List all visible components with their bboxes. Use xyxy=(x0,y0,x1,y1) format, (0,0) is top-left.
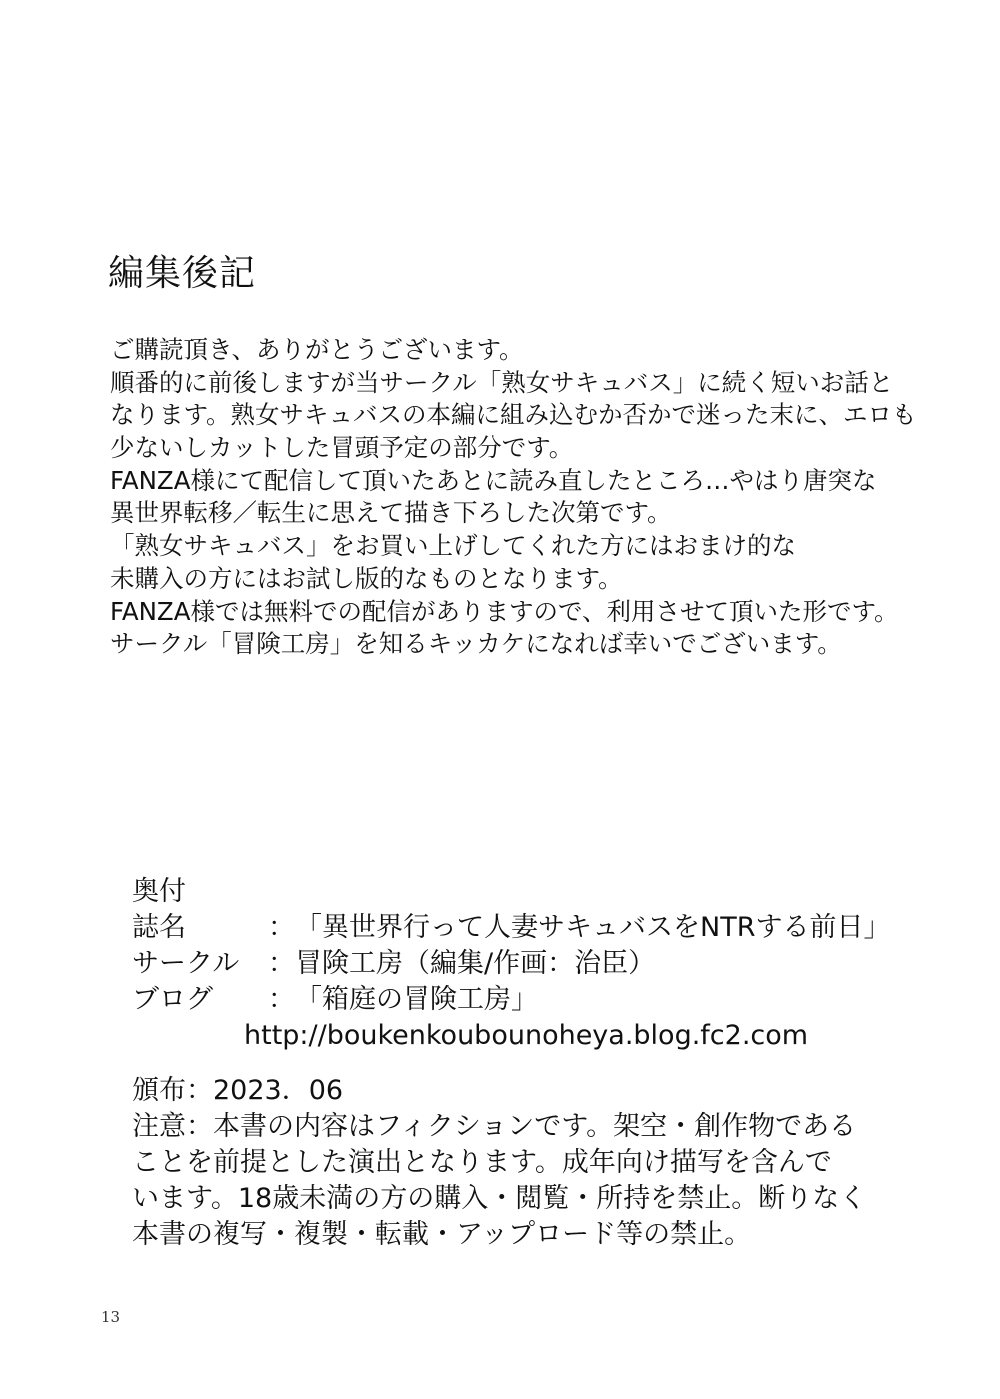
afterword-line: 異世界転移／転生に思えて描き下ろした次第です。 xyxy=(110,498,672,528)
blog-value: 「箱庭の冒険工房」 xyxy=(295,984,538,1015)
blog-url: http://boukenkoubounoheya.blog.fc2.com xyxy=(244,1020,809,1051)
afterword-title: 編集後記 xyxy=(108,253,257,294)
release-date-value: 2023．06 xyxy=(213,1075,344,1106)
separator: ： xyxy=(268,948,295,979)
afterword-line: 未購入の方にはお試し版的なものとなります。 xyxy=(110,563,623,593)
afterword-line: FANZA様では無料での配信がありますので、利用させて頂いた形です。 xyxy=(110,596,899,626)
title-value: 「異世界行って人妻サキュバスをNTRする前日」 xyxy=(295,912,891,943)
blog-label: ブログ xyxy=(132,984,213,1015)
notice-line: ことを前提とした演出となります。成年向け描写を含んで xyxy=(132,1147,832,1178)
notice-label: 注意 xyxy=(132,1111,186,1142)
release-info xyxy=(132,1073,892,1253)
notice-line xyxy=(132,1109,892,1145)
colophon-title-row xyxy=(132,910,892,946)
colophon-heading: 奥付 xyxy=(132,876,186,907)
afterword-line: 「熟女サキュバス」をお買い上げしてくれた方にはおまけ的な xyxy=(110,531,796,561)
afterword-line: サークル「冒険工房」を知るキッカケになれば幸いでございます。 xyxy=(110,629,842,659)
notice-text: 本書の内容はフィクションです。架空・創作物である xyxy=(213,1111,857,1142)
circle-label: サークル xyxy=(132,948,240,979)
page-number: 13 xyxy=(101,1308,121,1326)
separator: ： xyxy=(268,912,295,943)
notice-line: います。18歳未満の方の購入・閲覧・所持を禁止。断りなく xyxy=(132,1183,867,1214)
notice-line: 本書の複写・複製・転載・アップロード等の禁止。 xyxy=(132,1219,752,1250)
afterword-line: ご購読頂き、ありがとうございます。 xyxy=(110,335,524,364)
afterword-body xyxy=(110,334,917,661)
afterword-line: 順番的に前後しますが当サークル「熟女サキュバス」に続く短いお話と xyxy=(110,367,894,397)
afterword-line: 少ないしカットした冒頭予定の部分です。 xyxy=(110,433,574,463)
circle-value: 冒険工房（編集/作画：治臣） xyxy=(295,948,656,979)
separator: ： xyxy=(186,1111,213,1142)
afterword-line: FANZA様にて配信して頂いたあとに読み直したところ…やはり唐突な xyxy=(110,465,877,495)
separator: ： xyxy=(186,1075,213,1106)
colophon xyxy=(132,874,892,1054)
separator: ： xyxy=(268,984,295,1015)
afterword-line: なります。熟女サキュバスの本編に組み込むか否かで迷った末に、エロも xyxy=(110,400,917,430)
colophon-circle-row xyxy=(132,946,892,982)
release-date-row xyxy=(132,1073,892,1109)
release-date-label: 頒布 xyxy=(132,1075,186,1106)
colophon-blog-row xyxy=(132,982,892,1018)
title-label: 誌名 xyxy=(132,912,186,943)
